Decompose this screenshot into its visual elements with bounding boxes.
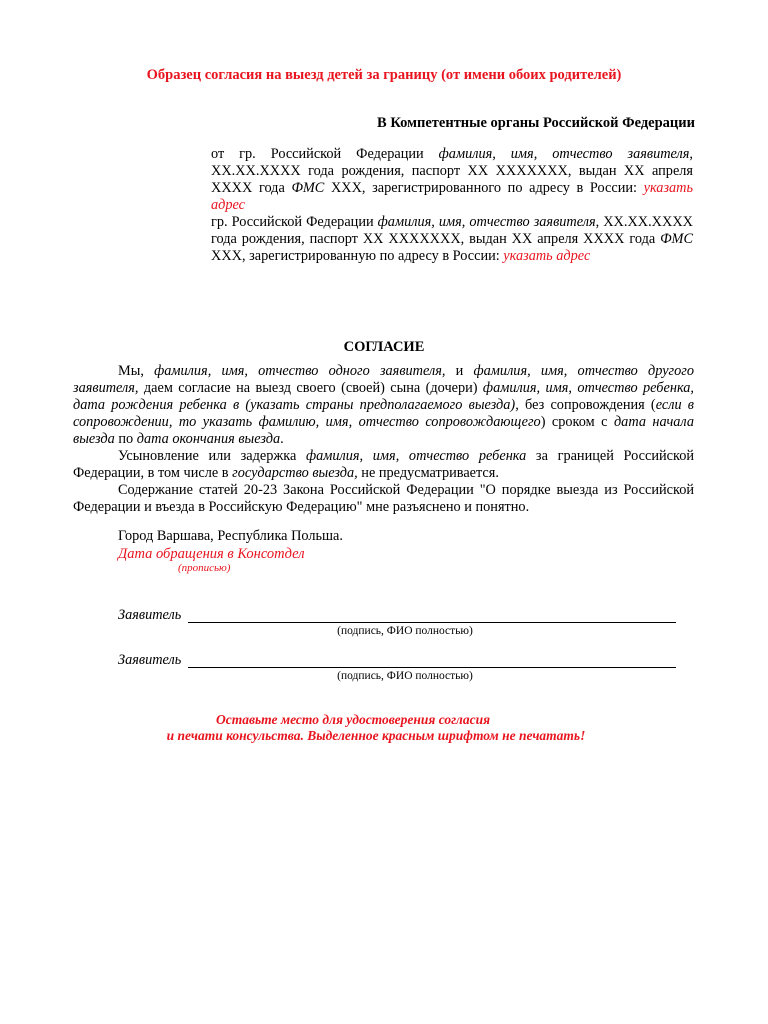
applicant-2-text-1: гр. Российской Федерации	[211, 214, 378, 230]
p2-i1: фамилия, имя, отчество ребенка	[305, 448, 527, 464]
signature-label-2: Заявитель	[118, 652, 182, 668]
consent-heading: СОГЛАСИЕ	[343, 339, 425, 355]
applicant-1-text-1: от гр. Российской Федерации	[211, 146, 439, 162]
p2-i2: государство выезда,	[232, 465, 358, 481]
signature-line-1	[188, 622, 676, 623]
p1-t6: по	[114, 431, 137, 447]
applicants-block	[211, 146, 693, 265]
applicant-2-name: фамилия, имя, отчество заявителя	[377, 214, 596, 230]
applicant-1-text-3: XXX, зарегистрированного по адресу в России:	[324, 180, 644, 196]
print-note-line-2: и печати консульства. Выделенное красным шрифтом не печатать!	[166, 728, 586, 743]
applicant-2-fms: ФМС	[660, 231, 693, 247]
date-note: (прописью)	[178, 562, 231, 574]
applicant-2	[211, 214, 693, 265]
applicant-1-address: указать адрес	[211, 180, 694, 213]
applicant-1-text-2: , XX.XX.XXXX года рождения, паспорт XX XXXXXXX, выдан XX апреля XXXX года	[211, 146, 693, 196]
applicant-2-text-3: XXX, зарегистрированную по адресу в России:	[211, 248, 504, 264]
p1-i5: дата начала выезда	[73, 414, 694, 447]
print-note-line-1: Оставьте место для удостоверения согласия	[215, 712, 491, 727]
applicant-2-text-2: , XX.XX.XXXX года рождения, паспорт XX XXXXXXX, выдан XX апреля XXXX года	[211, 214, 693, 247]
applicant-2-address: указать адрес	[503, 248, 591, 264]
p1-t7: .	[280, 431, 284, 447]
print-note	[0, 712, 768, 744]
p1-i1: фамилия, имя, отчество одного заявителя,	[154, 363, 446, 379]
document-title: Образец согласия на выезд детей за границу (от имени обоих родителей)	[146, 67, 622, 83]
addressee: В Компетентные органы Российской Федерации	[377, 115, 695, 131]
consent-paragraph-1	[73, 363, 694, 448]
signature-caption-2: (подпись, ФИО полностью)	[337, 670, 473, 682]
signature-label-1: Заявитель	[118, 607, 182, 623]
consent-paragraph-2	[73, 448, 694, 482]
signature-line-2	[188, 667, 676, 668]
applicant-1-fms: ФМС	[291, 180, 325, 196]
signature-caption-1: (подпись, ФИО полностью)	[337, 625, 473, 637]
date-placeholder: Дата обращения в Консотдел	[118, 546, 305, 562]
p1-t1: Мы,	[118, 363, 155, 379]
p1-t5: ) сроком с	[540, 414, 614, 430]
p1-i4: если в сопровождении, то указать фамилию, имя, отчество сопровождающего	[73, 397, 695, 430]
city: Город Варшава, Республика Польша.	[118, 528, 343, 544]
p1-i6: дата окончания выезда	[136, 431, 281, 447]
applicant-1	[211, 146, 693, 214]
consent-body	[73, 363, 694, 516]
p1-t2: и	[445, 363, 474, 379]
p1-t3: даем согласие на выезд своего (своей) сына (дочери)	[138, 380, 483, 396]
p1-i3: фамилия, имя, отчество ребенка, дата рождения ребенка в (указать страны предполагаемого выезда),	[73, 380, 694, 413]
p2-t1: Усыновление или задержка	[118, 448, 306, 464]
p2-t2: за границей Российской Федерации, в том числе в	[73, 448, 694, 481]
p1-t4: без сопровождения (	[518, 397, 656, 413]
consent-paragraph-3: Содержание статей 20-23 Закона Российской Федерации "О порядке выезда из Российской Федерации и въезда в Российскую Федерацию" мне разъяснено и понятно.	[73, 482, 694, 515]
p1-i2: фамилия, имя, отчество другого заявителя,	[73, 363, 695, 396]
applicant-1-name: фамилия, имя, отчество заявителя	[438, 146, 690, 162]
p2-t3: не предусматривается.	[357, 465, 499, 481]
